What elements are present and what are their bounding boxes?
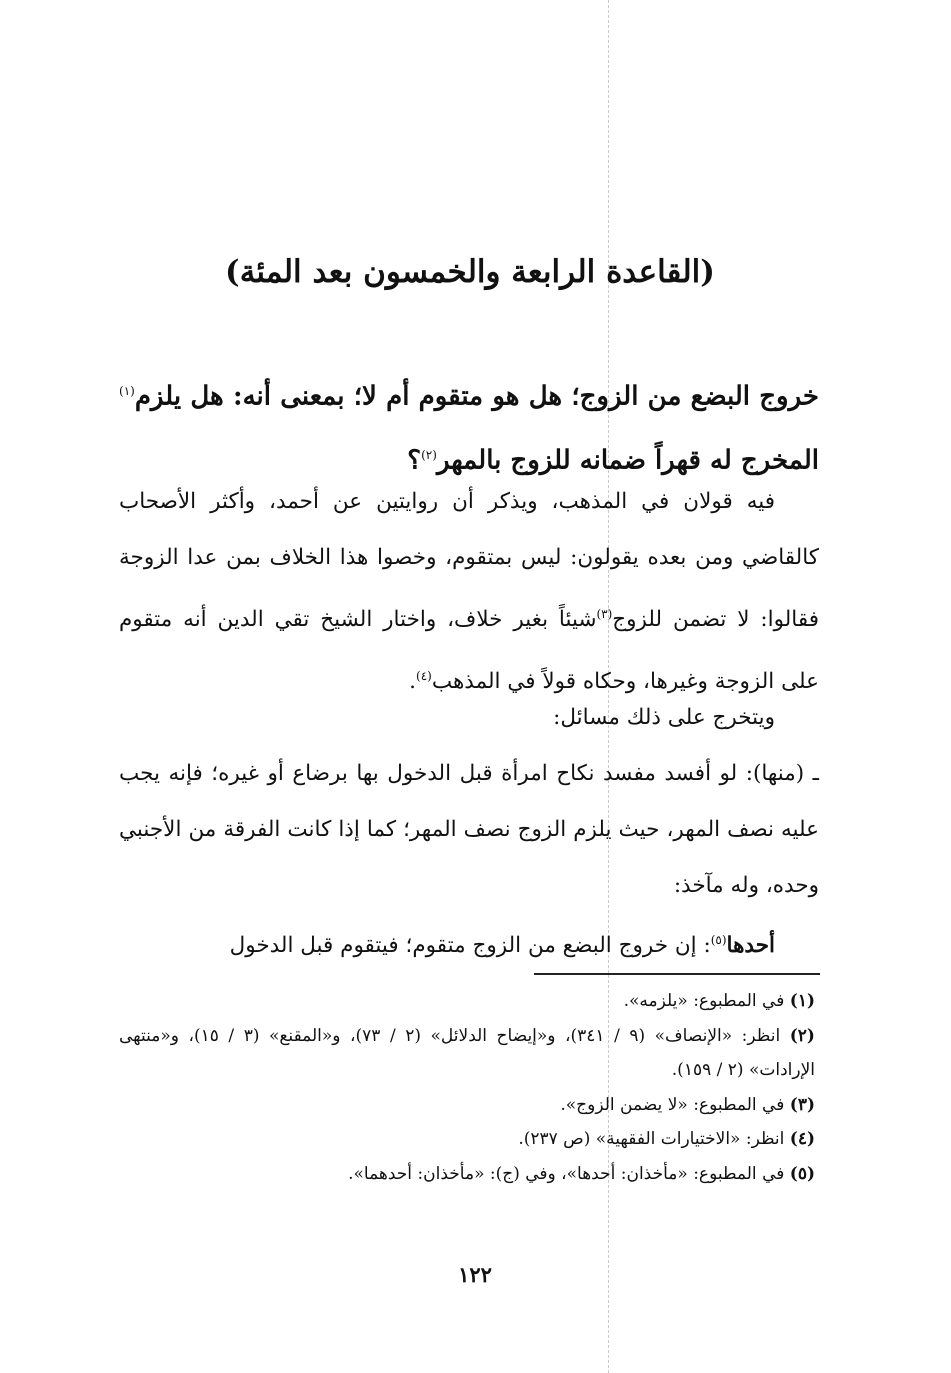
footnote-separator xyxy=(534,973,820,975)
footnotes xyxy=(119,984,819,1191)
footnote-5 xyxy=(119,1157,819,1192)
footnote-ref[interactable]: (٣) xyxy=(596,607,613,621)
footnote-number: (٢) xyxy=(789,1025,815,1046)
footnote-4 xyxy=(119,1122,819,1157)
paragraph-lead: أحدها xyxy=(726,933,775,959)
footnote-2 xyxy=(119,1019,819,1088)
paragraph-text: . xyxy=(409,669,416,695)
paragraph-text: : إن خروج البضع من الزوج متقوم؛ فيتقوم قبل الدخول xyxy=(229,933,711,959)
footnote-number: (٣) xyxy=(789,1094,815,1115)
footnote-text: في المطبوع: «لا يضمن الزوج». xyxy=(560,1094,790,1115)
footnote-ref[interactable]: (٥) xyxy=(710,933,727,947)
paragraph-text: شيئاً بغير خلاف، واختار الشيخ تقي الدين أنه متقوم على الزوجة وغيرها، وحكاه قولاً في المذهب xyxy=(119,607,819,695)
footnote-text: انظر: «الاختيارات الفقهية» (ص ٢٣٧). xyxy=(518,1129,790,1149)
footnote-number: (٥) xyxy=(789,1163,815,1184)
rule-text-part: ؟ xyxy=(407,445,422,476)
page-number: ١٢٢ xyxy=(458,1262,492,1287)
footnote-text: انظر: «الإنصاف» (٩ / ٣٤١)، و«إيضاح الدلائل» (٢ / ٧٣)، و«المقنع» (٣ / ١٥)، و«منتهى الإرادات» (٢ / ١٥٩). xyxy=(119,1025,815,1080)
footnote-ref[interactable]: (١) xyxy=(119,384,135,398)
paragraph-first-basis xyxy=(119,912,819,974)
footnote-text: في المطبوع: «مأخذان: أحدها»، وفي (ج): «مأخذان: أحدهما». xyxy=(348,1163,790,1184)
footnote-number: (١) xyxy=(789,991,815,1011)
footnote-number: (٤) xyxy=(789,1129,815,1149)
footnote-ref[interactable]: (٤) xyxy=(416,669,432,684)
footnote-3 xyxy=(119,1088,819,1123)
paragraph-intro-issues: ويتخرج على ذلك مسائل: xyxy=(553,705,775,730)
paragraph-issue-one: ـ (منها): لو أفسد مفسد نكاح امرأة قبل الدخول بها برضاع أو غيره؛ فإنه يجب عليه نصف المهر، حيث يلزم الزوج نصف المهر؛ كما إذا كانت الفرقة من الأجنبي وحده، وله مآخذ: xyxy=(119,761,819,898)
rule-text-part: المخرج له قهراً ضمانه للزوج بالمهر xyxy=(436,445,819,476)
paragraph-text: فيه قولان في المذهب، ويذكر أن روايتين عن أحمد، وأكثر الأصحاب كالقاضي ومن بعده يقولون: ليس بمتقوم، وخصوا هذا الخلاف بمن عدا الزوجة فقالوا: لا تضمن للزوج xyxy=(119,489,819,633)
footnote-1 xyxy=(119,984,819,1019)
footnote-ref[interactable]: (٢) xyxy=(421,447,437,462)
rule-statement xyxy=(119,362,819,489)
rule-text-part: خروج البضع من الزوج؛ هل هو متقوم أم لا؛ بمعنى أنه: هل يلزم xyxy=(134,381,819,412)
footnote-text: في المطبوع: «يلزمه». xyxy=(623,991,790,1011)
rule-title: (القاعدة الرابعة والخمسون بعد المئة) xyxy=(225,254,715,290)
paragraph-opinions xyxy=(119,474,819,710)
